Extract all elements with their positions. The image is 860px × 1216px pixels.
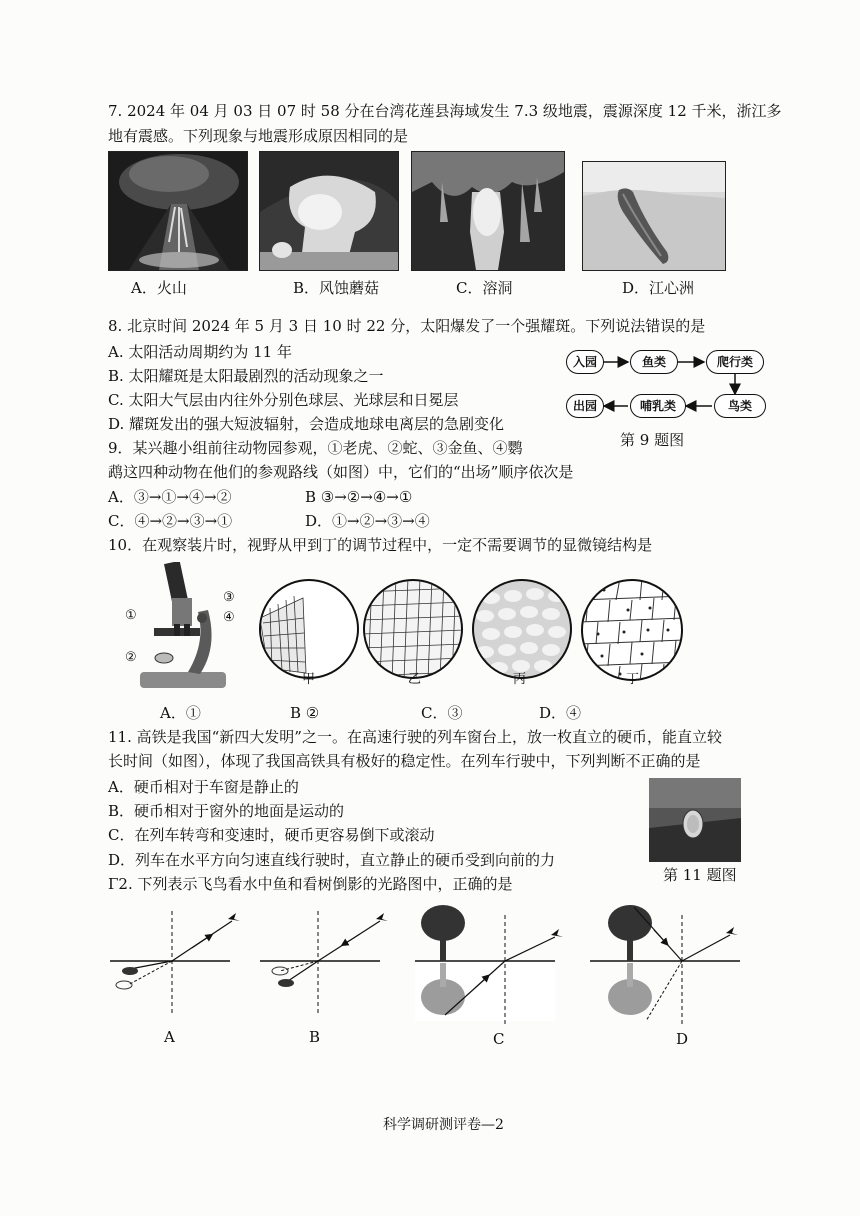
q12-label-d: D bbox=[676, 1030, 689, 1048]
q11-stem-line2: 长时间（如图），体现了我国高铁具有极好的稳定性。在列车行驶中，下列判断不正确的是 bbox=[108, 752, 701, 770]
q12-stem: Γ2. 下列表示飞鸟看水中鱼和看树倒影的光路图中，正确的是 bbox=[108, 875, 513, 893]
flow-node-exit: 出园 bbox=[566, 394, 604, 418]
coin-on-windowsill-photo bbox=[649, 778, 741, 862]
q11-option-c: C．在列车转弯和变速时，硬币更容易倒下或滚动 bbox=[108, 826, 435, 844]
view-label-jia: 甲 bbox=[302, 672, 316, 687]
q10-option-d: D．④ bbox=[539, 704, 582, 722]
q7-stem-line2: 地有震感。下列现象与地震形成原因相同的是 bbox=[108, 127, 409, 145]
microscope-marker-1: ① bbox=[125, 608, 137, 623]
q7-option-d: D．江心洲 bbox=[622, 279, 695, 297]
river-island-photo bbox=[582, 161, 726, 271]
view-label-ding: 丁 bbox=[626, 672, 640, 687]
q8-option-b: B. 太阳耀斑是太阳最剧烈的活动现象之一 bbox=[108, 367, 384, 385]
microscope-marker-2: ② bbox=[125, 650, 137, 665]
q9-option-d: D．①→②→③→④ bbox=[305, 512, 430, 530]
microscope-marker-4: ④ bbox=[223, 610, 235, 625]
q8-option-d: D. 耀斑发出的强大短波辐射，会造成地球电离层的急剧变化 bbox=[108, 415, 505, 433]
q9-stem-line1: 9．某兴趣小组前往动物园参观，①老虎、②蛇、③金鱼、④鹦 bbox=[108, 439, 523, 457]
microscope-view-yi bbox=[362, 578, 464, 680]
flow-node-entrance: 入园 bbox=[566, 350, 604, 374]
q7-option-a: A．火山 bbox=[131, 279, 187, 297]
q7-option-c: C．溶洞 bbox=[456, 279, 513, 297]
q11-caption: 第 11 题图 bbox=[663, 866, 737, 884]
q12-label-c: C bbox=[493, 1030, 505, 1048]
q11-option-a: A．硬币相对于车窗是静止的 bbox=[108, 778, 299, 796]
q9-stem-line2: 鹉这四种动物在他们的参观路线（如图）中，它们的“出场”顺序依次是 bbox=[108, 463, 574, 481]
q7-option-b: B．风蚀蘑菇 bbox=[293, 279, 380, 297]
q10-option-c: C．③ bbox=[421, 704, 463, 722]
q8-option-a: A. 太阳活动周期约为 11 年 bbox=[108, 343, 292, 361]
view-label-yi: 乙 bbox=[408, 672, 422, 687]
q11-stem-line1: 11. 高铁是我国“新四大发明”之一。在高速行驶的列车窗台上，放一枚直立的硬币，能直立较 bbox=[108, 728, 722, 746]
q9-option-a: A．③→①→④→② bbox=[108, 488, 232, 506]
karst-cave-photo bbox=[411, 151, 565, 271]
view-label-bing: 丙 bbox=[513, 672, 527, 687]
q7-stem-line1: 7. 2024 年 04 月 03 日 07 时 58 分在台湾花莲县海域发生 7.3 级地震，震源深度 12 千米，浙江多 bbox=[108, 102, 782, 120]
q10-option-b: B ② bbox=[290, 704, 320, 722]
q8-stem: 8. 北京时间 2024 年 5 月 3 日 10 时 22 分，太阳爆发了一个强耀斑。下列说法错误的是 bbox=[108, 317, 706, 335]
q12-label-b: B bbox=[309, 1028, 321, 1046]
flow-node-mammals: 哺乳类 bbox=[630, 394, 686, 418]
q10-stem: 10．在观察装片时，视野从甲到丁的调节过程中，一定不需要调节的显微镜结构是 bbox=[108, 536, 653, 554]
volcano-photo bbox=[108, 151, 248, 271]
microscope-view-ding bbox=[580, 578, 684, 682]
flow-node-birds: 鸟类 bbox=[714, 394, 766, 418]
q11-option-b: B．硬币相对于窗外的地面是运动的 bbox=[108, 802, 345, 820]
q8-option-c: C. 太阳大气层由内往外分别色球层、光球层和日冕层 bbox=[108, 391, 459, 409]
q9-option-c: C．④→②→③→① bbox=[108, 512, 233, 530]
microscope-view-bing bbox=[471, 578, 573, 680]
flow-node-reptiles: 爬行类 bbox=[706, 350, 764, 374]
flow-node-fish: 鱼类 bbox=[630, 350, 678, 374]
q12-label-a: A bbox=[164, 1028, 175, 1046]
q9-option-b: B ③→②→④→① bbox=[305, 488, 413, 506]
microscope-view-jia bbox=[258, 578, 360, 680]
page-footer: 科学调研测评卷—2 bbox=[383, 1117, 504, 1133]
q11-option-d: D．列车在水平方向匀速直线行驶时，直立静止的硬币受到向前的力 bbox=[108, 851, 556, 869]
microscope-marker-3: ③ bbox=[223, 590, 235, 605]
q10-option-a: A．① bbox=[160, 704, 201, 722]
q9-diagram-caption: 第 9 题图 bbox=[620, 431, 685, 449]
wind-erosion-mushroom-photo bbox=[259, 151, 399, 271]
